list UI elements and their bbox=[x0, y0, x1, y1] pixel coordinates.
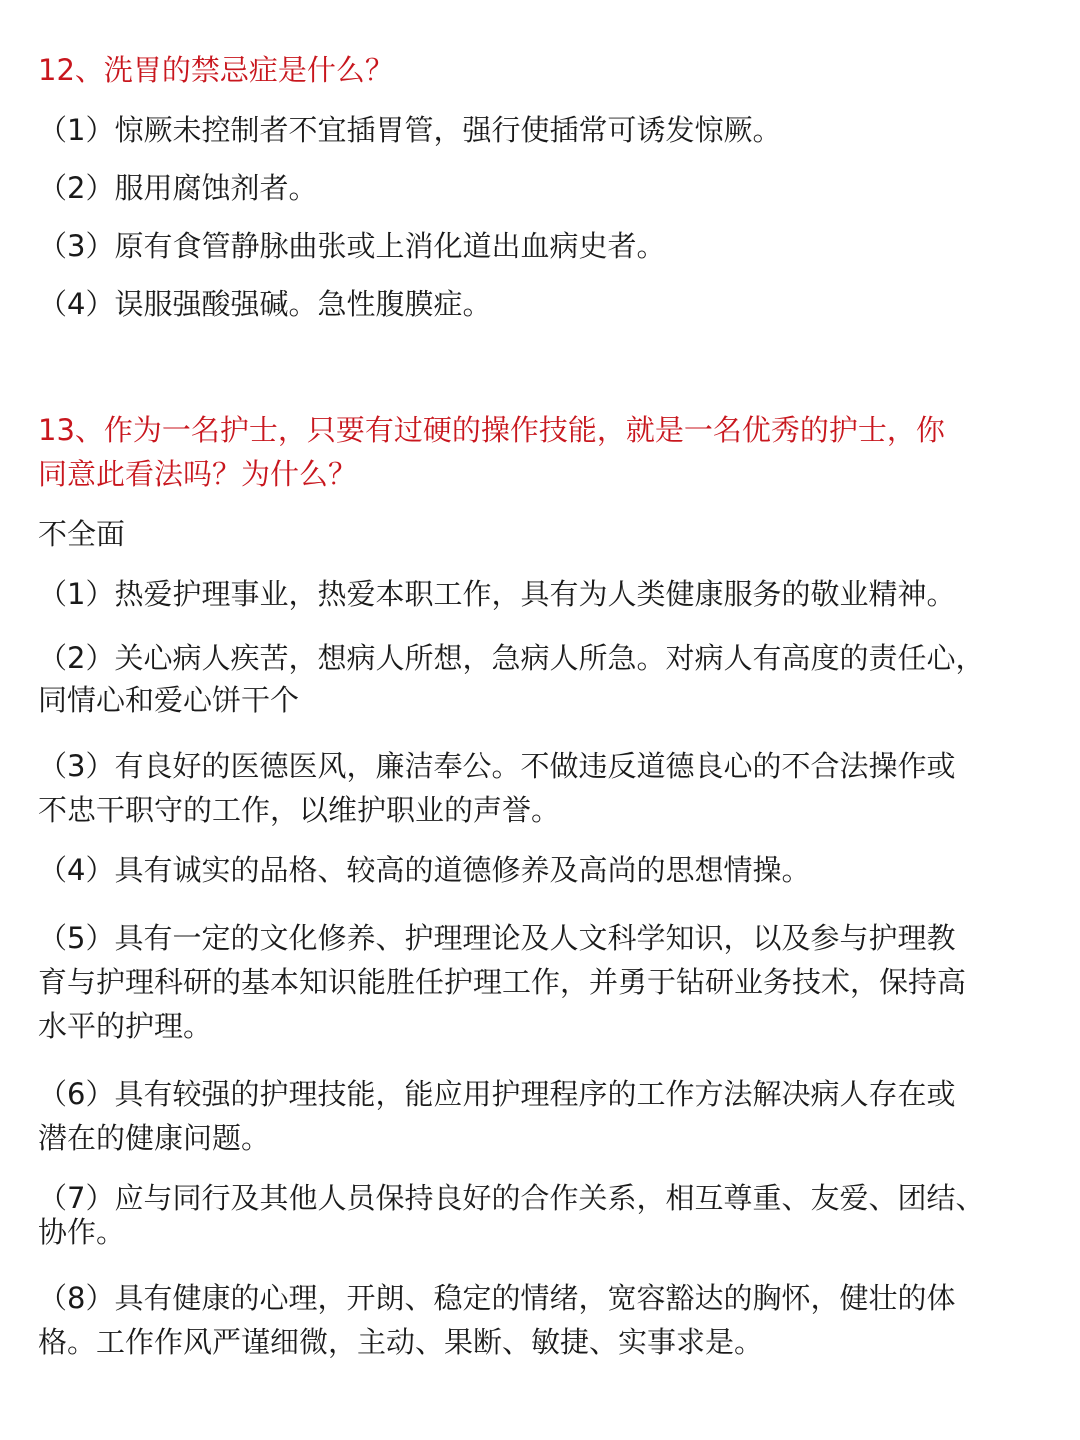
question-13-point-6-line-2: 潜在的健康问题。 bbox=[38, 1121, 271, 1155]
question-12-item-3: （3）原有食管静脉曲张或上消化道出血病史者。 bbox=[38, 229, 666, 263]
question-12-item-2: （2）服用腐蚀剂者。 bbox=[38, 171, 318, 205]
question-13-point-2-line-1: （2）关心病人疾苦，想病人所想，急病人所急。对病人有高度的责任心， bbox=[38, 641, 985, 675]
question-13-point-3-line-2: 不忠干职守的工作，以维护职业的声誉。 bbox=[38, 793, 561, 827]
question-13-point-5-line-3: 水平的护理。 bbox=[38, 1009, 213, 1043]
question-13-point-6-line-1: （6）具有较强的护理技能，能应用护理程序的工作方法解决病人存在或 bbox=[38, 1077, 956, 1111]
question-13-point-2-line-2: 同情心和爱心饼干个 bbox=[38, 683, 300, 717]
question-13-point-1: （1）热爱护理事业，热爱本职工作，具有为人类健康服务的敬业精神。 bbox=[38, 577, 956, 611]
question-12-item-4: （4）误服强酸强碱。急性腹膜症。 bbox=[38, 287, 492, 321]
question-13-point-4: （4）具有诚实的品格、较高的道德修养及高尚的思想情操。 bbox=[38, 853, 811, 887]
question-12-item-1: （1）惊厥未控制者不宜插胃管，强行使插常可诱发惊厥。 bbox=[38, 113, 782, 147]
question-13-title-line-2: 同意此看法吗？为什么？ bbox=[38, 457, 358, 491]
question-13-point-7-line-2: 协作。 bbox=[38, 1215, 126, 1249]
question-13-point-8-line-1: （8）具有健康的心理，开朗、稳定的情绪，宽容豁达的胸怀，健壮的体 bbox=[38, 1281, 956, 1315]
question-13-point-5-line-2: 育与护理科研的基本知识能胜任护理工作，并勇于钻研业务技术，保持高 bbox=[38, 965, 967, 999]
question-13-point-7-line-1: （7）应与同行及其他人员保持良好的合作关系，相互尊重、友爱、团结、 bbox=[38, 1181, 985, 1215]
question-12-title: 12、洗胃的禁忌症是什么？ bbox=[38, 53, 394, 87]
question-13-point-3-line-1: （3）有良好的医德医风，廉洁奉公。不做违反道德良心的不合法操作或 bbox=[38, 749, 956, 783]
question-13-answer: 不全面 bbox=[38, 517, 126, 551]
question-13-title-line-1: 13、作为一名护士，只要有过硬的操作技能，就是一名优秀的护士，你 bbox=[38, 413, 945, 447]
question-13-point-5-line-1: （5）具有一定的文化修养、护理理论及人文科学知识，以及参与护理教 bbox=[38, 921, 956, 955]
question-13-point-8-line-2: 格。工作作风严谨细微，主动、果断、敏捷、实事求是。 bbox=[38, 1325, 764, 1359]
